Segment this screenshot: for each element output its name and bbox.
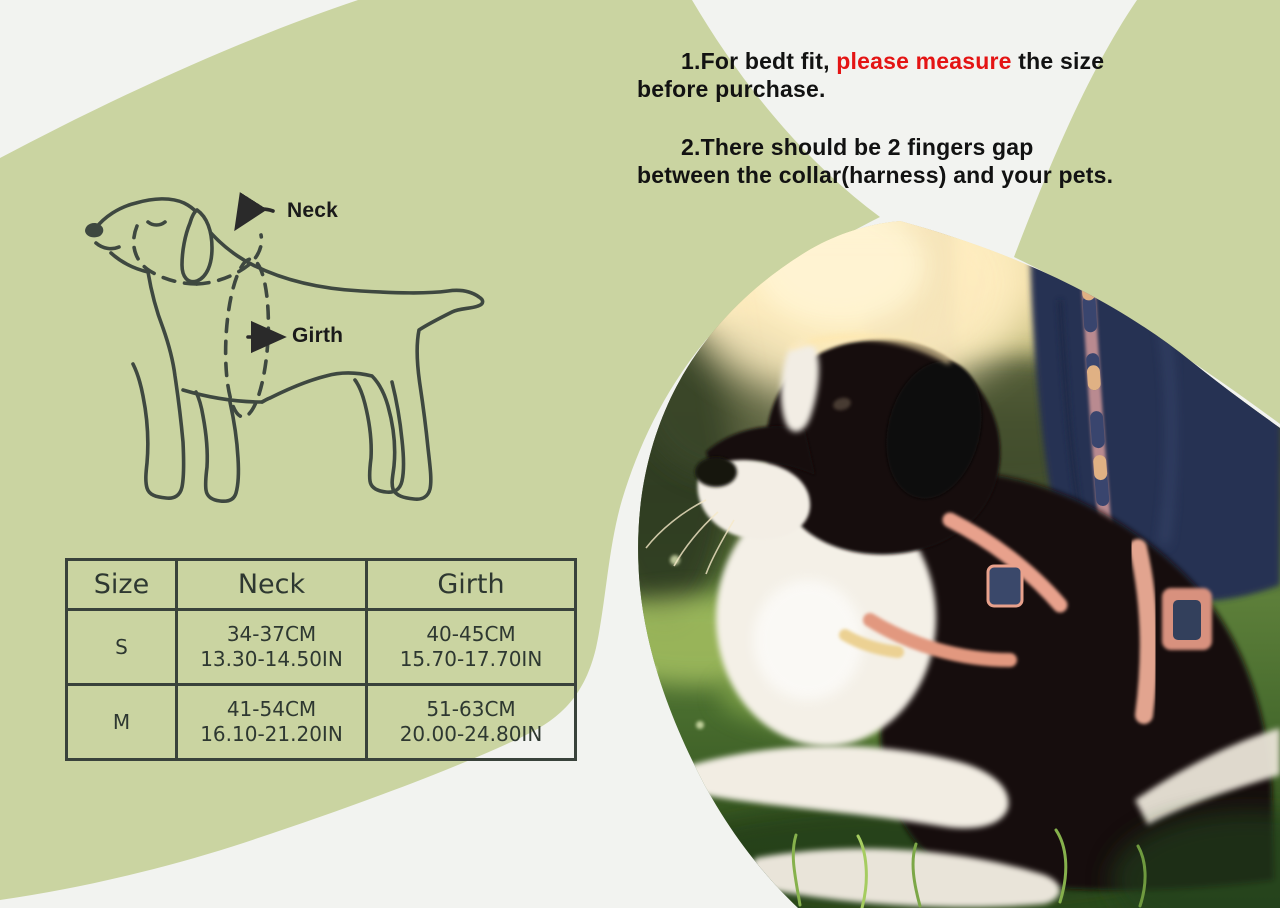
cell-m-girth-in: 20.00-24.80IN [399, 722, 543, 746]
instruction-1-highlight: please measure [836, 48, 1012, 74]
cell-m-girth-cm: 51-63CM [426, 697, 516, 721]
size-table-header-row [67, 560, 576, 610]
header-size: Size [67, 560, 177, 610]
cell-m-neck-cm: 41-54CM [226, 697, 317, 721]
cell-s-neck-cm: 34-37CM [226, 622, 317, 646]
instruction-1 [637, 47, 1225, 103]
size-table [65, 558, 577, 761]
girth-label: Girth [292, 324, 344, 347]
cell-s-size: S [67, 610, 177, 685]
cell-m-size: M [67, 685, 177, 760]
header-neck: Neck [177, 560, 367, 610]
harness-buckle-inner [1173, 600, 1201, 640]
instruction-2-text: 2.There should be 2 fingers gap [681, 134, 1034, 160]
instruction-1-text: before purchase. [637, 76, 826, 102]
table-row-s [67, 610, 576, 685]
cell-m-girth [367, 685, 576, 760]
cell-s-girth [367, 610, 576, 685]
cell-s-neck-in: 13.30-14.50IN [200, 647, 343, 671]
header-girth: Girth [367, 560, 576, 610]
table-row-m [67, 685, 576, 760]
instruction-2-text: between the collar(harness) and your pets. [637, 162, 1114, 188]
harness-buckle-small [988, 566, 1022, 606]
cell-s-girth-cm: 40-45CM [426, 622, 516, 646]
cell-s-girth-in: 15.70-17.70IN [399, 647, 543, 671]
cell-m-neck-in: 16.10-21.20IN [200, 722, 343, 746]
instruction-1-text: 1.For bedt fit, [681, 48, 837, 74]
dog-nose [695, 457, 737, 487]
neck-label: Neck [287, 199, 339, 222]
instruction-1-text: the size [1011, 48, 1105, 74]
cell-m-neck [177, 685, 367, 760]
cell-s-neck [177, 610, 367, 685]
fit-instructions [637, 47, 1225, 219]
instruction-2 [637, 133, 1225, 189]
